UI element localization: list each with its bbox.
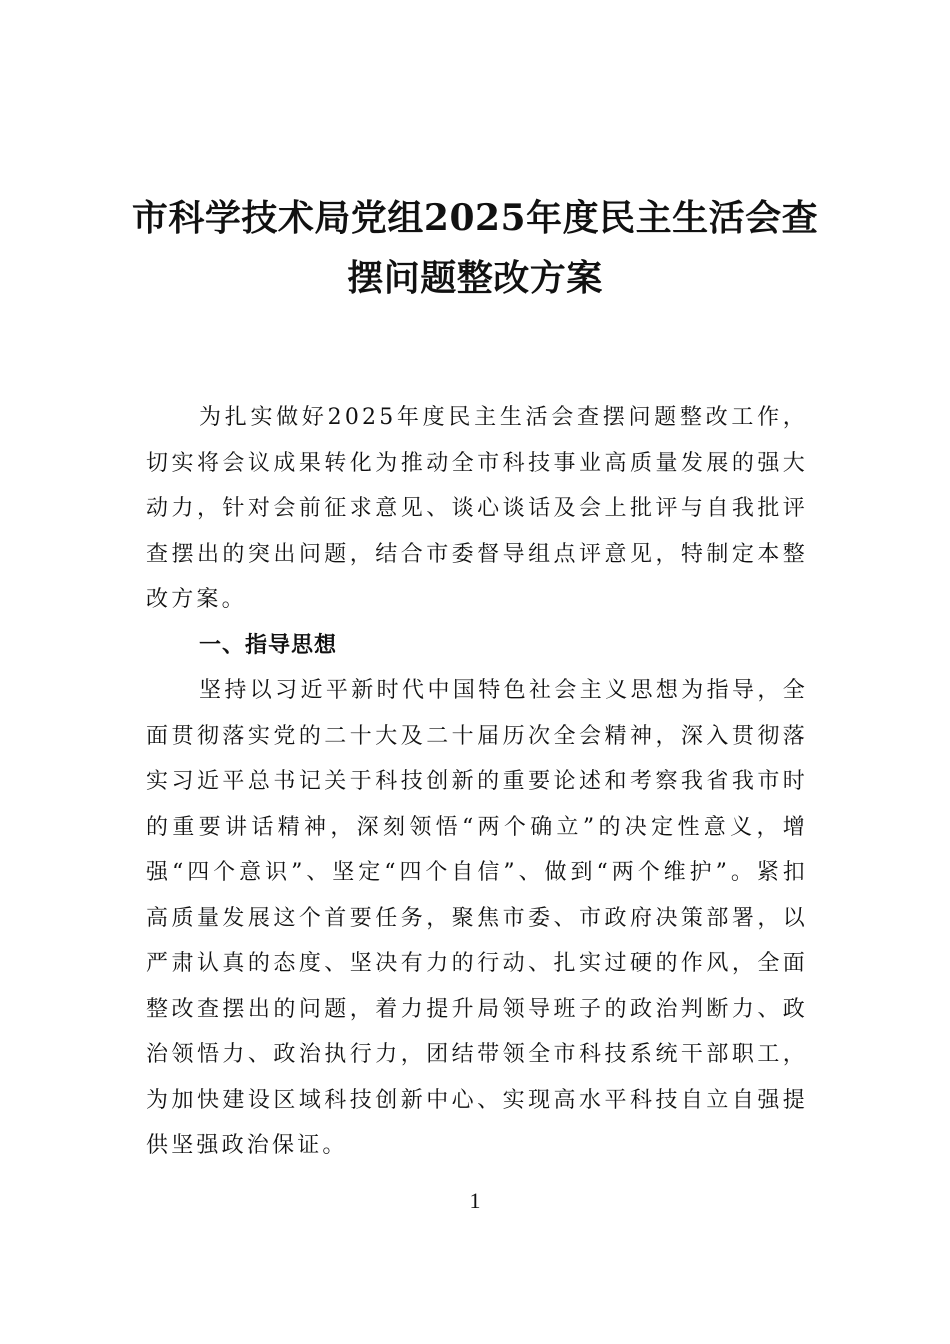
document-title <box>130 188 820 308</box>
title-line-2: 摆问题整改方案 <box>347 257 603 299</box>
document-body <box>146 395 808 1169</box>
guiding-thought-paragraph: 坚持以习近平新时代中国特色社会主义思想为指导，全面贯彻落实党的二十大及二十届历次全会精神，深入贯彻落实习近平总书记关于科技创新的重要论述和考察我省我市时的重要讲话精神，深刻领悟“两个确立”的决定性意义，增强“四个意识”、坚定“四个自信”、做到“两个维护”。紧扣高质量发展这个首要任务，聚焦市委、市政府决策部署，以严肃认真的态度、坚决有力的行动、扎实过硬的作风，全面整改查摆出的问题，着力提升局领导班子的政治判断力、政治领悟力、政治执行力，团结带领全市科技系统干部职工，为加快建设区域科技创新中心、实现高水平科技自立自强提供坚强政治保证。 <box>146 678 808 1158</box>
intro-paragraph: 为扎实做好2025年度民主生活会查摆问题整改工作，切实将会议成果转化为推动全市科技事业高质量发展的强大动力，针对会前征求意见、谈心谈话及会上批评与自我批评查摆出的突出问题，结合市委督导组点评意见，特制定本整改方案。 <box>146 405 808 612</box>
title-line-1: 市科学技术局党组2025年度民主生活会查 <box>131 197 819 239</box>
page-number: 1 <box>469 1188 481 1213</box>
section-heading-guiding-thought: 一、指导思想 <box>199 632 338 658</box>
